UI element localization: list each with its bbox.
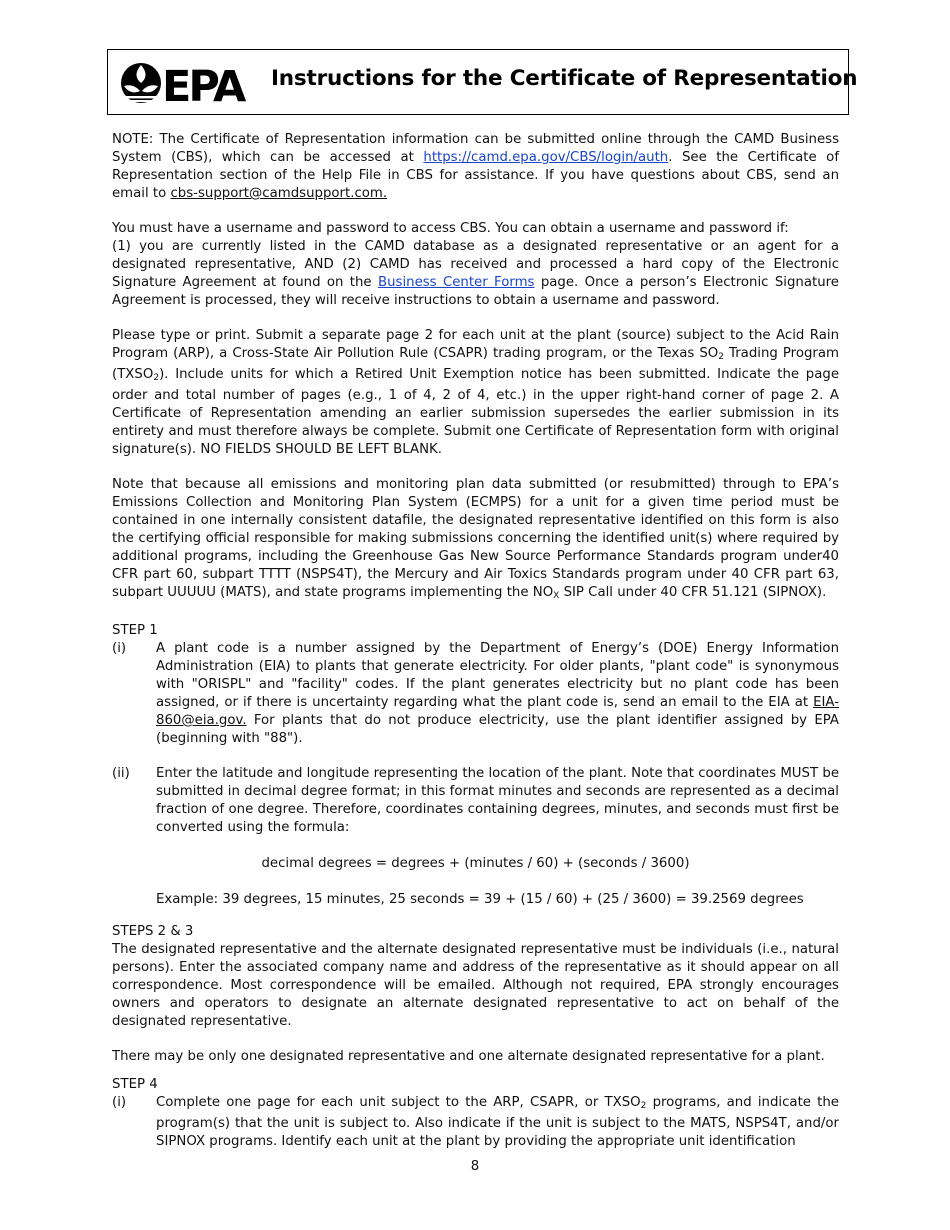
steps-2-3-heading: STEPS 2 & 3 xyxy=(112,924,194,939)
page-number: 8 xyxy=(470,1159,480,1174)
note-paragraph: NOTE: The Certificate of Representation information can be submitted online through the CAMD Business System (CBS), which can be accessed at https://camd.epa.gov/CBS/login/auth. See the Certificate of Representation section of the Help File in CBS for assistance. If you have questions about CBS, send an email to cbs-support@camdsupport.com. xyxy=(112,132,839,201)
step-4-item-i: (i) Complete one page for each unit subject to the ARP, CSAPR, or $TXSO_2$ programs, and indicate the program(s) that the unit is subject to. Also indicate if the unit is subject to the MATS, NSPS4T, and/or SIPNOX programs. Identify each unit at the plant by providing the appropriate unit identification xyxy=(112,1095,839,1149)
single-representative-note: There may be only one designated representative and one alternate designated representative for a plant. xyxy=(112,1049,825,1064)
step-1-item-i: (i) A plant code is a number assigned by the Department of Energy’s (DOE) Energy Information Administration (EIA) to plants that generate electricity. For older plants, "plant code" is synonymous with "ORISPL" and "facility" codes. If the plant generates electricity but no plant code has been assigned, or if there is uncertainty regarding what the plant code is, send an email to the EIA at EIA-860@eia.gov. For plants that do not produce electricity, use the plant identifier assigned by EPA (beginning with "88"). xyxy=(112,641,839,746)
access-paragraph: You must have a username and password to access CBS. You can obtain a username and password if: (1) you are currently listed in the CAMD database as a designated representative or an agent for a designated representative, AND (2) CAMD has received and processed a hard copy of the Electronic Signature Agreement at found on the Business Center Forms page. Once a person’s Electronic Signature Agreement is processed, they will receive instructions to obtain a username and password. xyxy=(112,221,839,308)
steps-2-3-section xyxy=(112,923,839,1066)
print-instructions-paragraph: Please type or print. Submit a separate page 2 for each unit at the plant (source) subject to the Acid Rain Program (ARP), a Cross-State Air Pollution Rule (CSAPR) trading program, or the Texas $SO_2$ Trading Program $(TXSO_2)$. Include units for which a Retired Unit Exemption notice has been submitted. Indicate the page order and total number of pages (e.g., 1 of 4, 2 of 4, etc.) in the upper right-hand corner of page 2. A Certificate of Representation amending an earlier submission supersedes the earlier submission in its entirety and must therefore always be complete. Submit one Certificate of Representation form with original signature(s). NO FIELDS SHOULD BE LEFT BLANK. xyxy=(112,328,839,457)
document-header xyxy=(107,49,858,115)
step-1-section xyxy=(112,622,839,909)
step-4-heading: STEP 4 xyxy=(112,1077,158,1092)
svg-text:EPA: EPA xyxy=(162,62,244,106)
instructions-body xyxy=(112,131,839,1151)
page-title: Instructions for the Certificate of Representation xyxy=(271,66,858,91)
cbs-support-email-link[interactable]: cbs-support@camdsupport.com. xyxy=(170,186,388,201)
epa-logo xyxy=(118,60,246,106)
step-4-section xyxy=(112,1076,839,1151)
steps-2-3-text: The designated representative and the alternate designated representative must be individuals (i.e., natural persons). Enter the associated company name and address of the representative as it should appear on all correspondence. Most correspondence will be emailed. Although not required, EPA strongly encourages owners and operators to designate an alternate designated representative to act on behalf of the designated representative. xyxy=(112,942,839,1029)
eia-email-link[interactable]: EIA-860@eia.gov. xyxy=(156,695,839,728)
conversion-example: Example: 39 degrees, 15 minutes, 25 seconds = 39 + (15 / 60) + (25 / 3600) = 39.2569 degrees xyxy=(156,892,804,907)
business-center-forms-link[interactable]: Business Center Forms xyxy=(377,275,535,290)
conversion-formula: decimal degrees = degrees + (minutes / 60) + (seconds / 3600) xyxy=(261,856,690,871)
step-1-heading: STEP 1 xyxy=(112,623,158,638)
step-1-item-ii: (ii) Enter the latitude and longitude representing the location of the plant. Note that coordinates MUST be submitted in decimal degree format; in this format minutes and seconds are represented as a decimal fraction of one degree. Therefore, coordinates containing degrees, minutes, and seconds must first be converted using the formula: xyxy=(112,766,839,835)
cbs-login-link[interactable]: https://camd.epa.gov/CBS/login/auth xyxy=(423,150,669,165)
ecmps-paragraph: Note that because all emissions and monitoring plan data submitted (or resubmitted) through to EPA’s Emissions Collection and Monitoring Plan System (ECMPS) for a unit for a given time period must be contained in one internally consistent datafile, the designated representative identified on this form is also the certifying official responsible for making submissions concerning the identified unit(s) where required by additional programs, including the Greenhouse Gas New Source Performance Standards program under40 CFR part 60, subpart TTTT (NSPS4T), the Mercury and Air Toxics Standards program under 40 CFR part 63, subpart UUUUU (MATS), and state programs implementing the $NO_X$ SIP Call under 40 CFR 51.121 (SIPNOX). xyxy=(112,477,839,601)
